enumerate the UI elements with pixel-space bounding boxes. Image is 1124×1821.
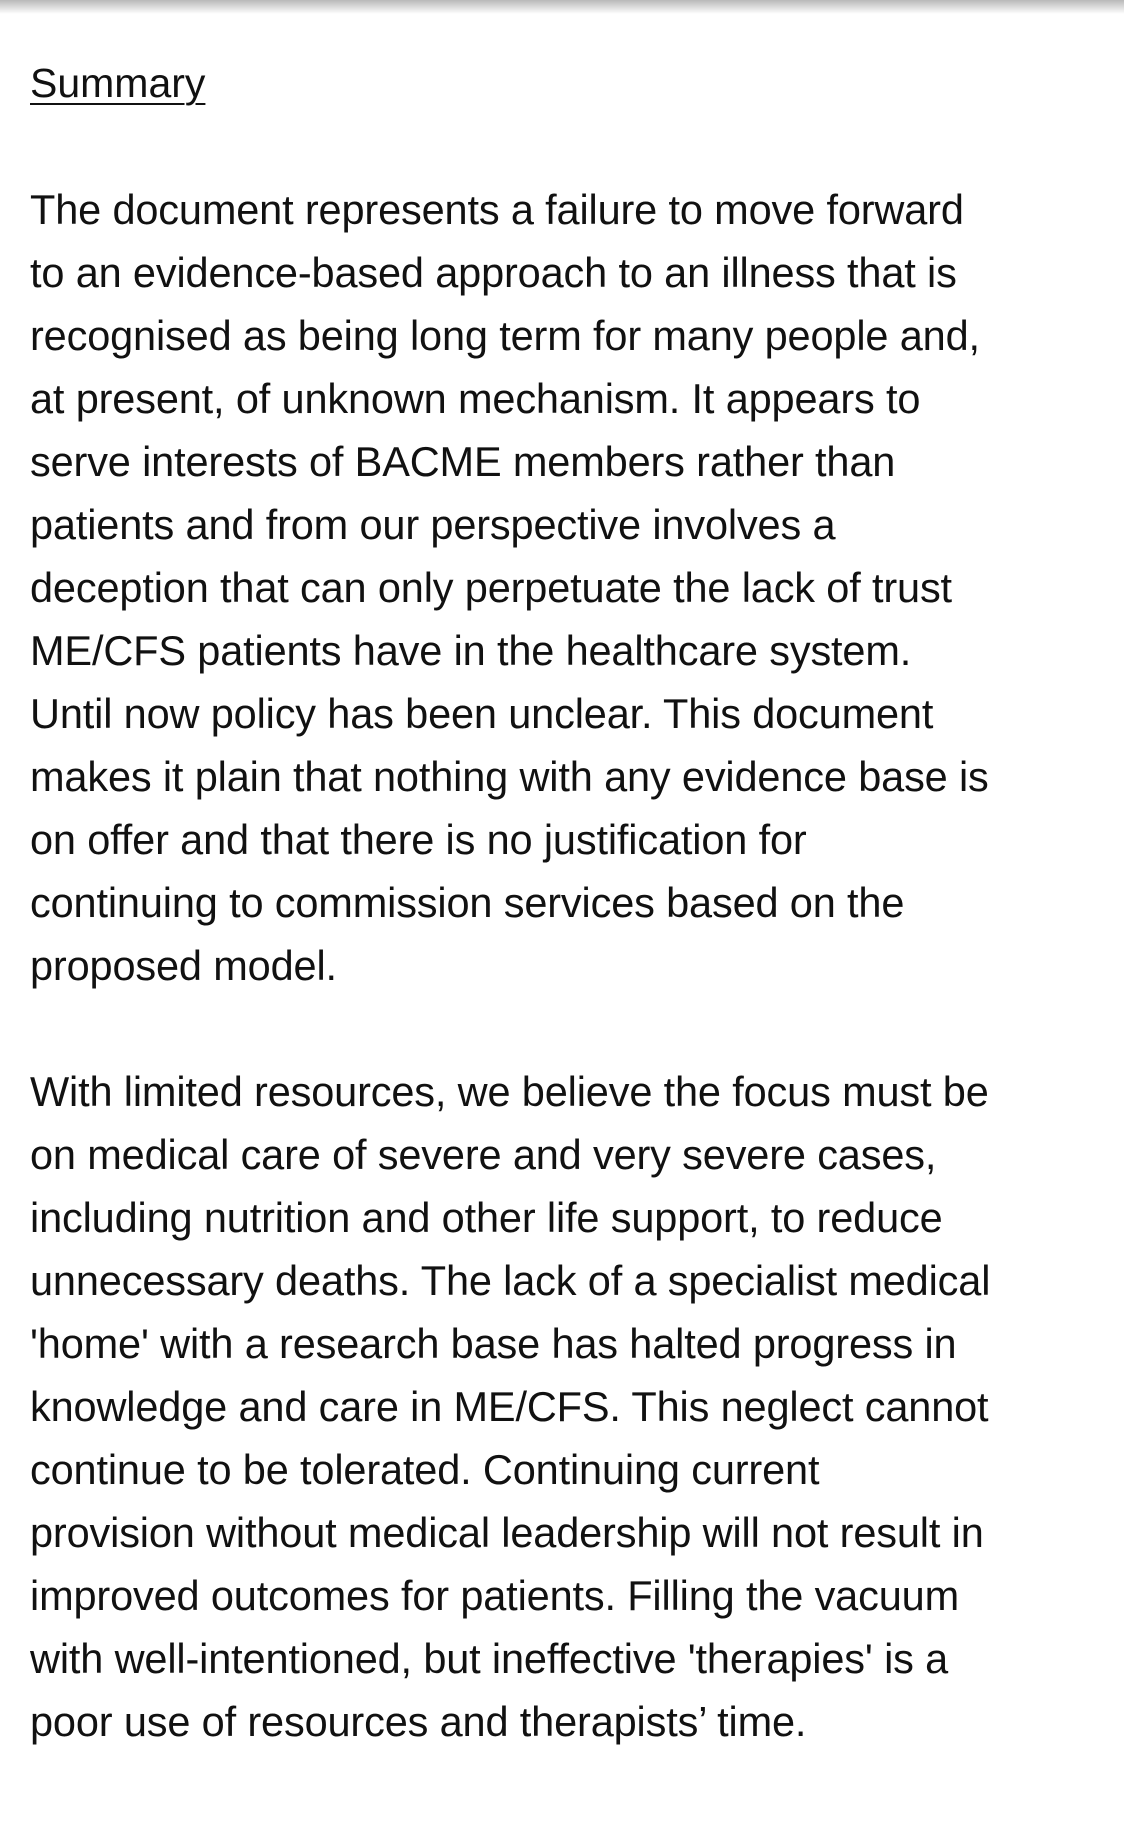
document-body xyxy=(30,52,1100,1816)
summary-heading: Summary xyxy=(30,60,206,106)
top-edge-shadow xyxy=(0,0,1124,14)
summary-paragraph-2: With limited resources, we believe the focus must be on medical care of severe and very severe cases, including nutrition and other life support, to reduce unnecessary deaths. The lack of a specialist medical 'home' with a research base has halted progress in knowledge and care in ME/CFS. This neglect cannot continue to be tolerated. Continuing current provision without medical leadership will not result in improved outcomes for patients. Filling the vacuum with well-intentioned, but ineffective 'therapies' is a poor use of resources and therapists’ time. xyxy=(30,1068,991,1745)
summary-paragraph-1: The document represents a failure to move forward to an evidence-based approach to an illness that is recognised as being long term for many people and, at present, of unknown mechanism. It appears to serve interests of BACME members rather than patients and from our perspective involves a deception that can only perpetuate the lack of trust ME/CFS patients have in the healthcare system. Until now policy has been unclear. This document makes it plain that nothing with any evidence base is on offer and that there is no justification for continuing to commission services based on the proposed model. xyxy=(30,186,989,989)
